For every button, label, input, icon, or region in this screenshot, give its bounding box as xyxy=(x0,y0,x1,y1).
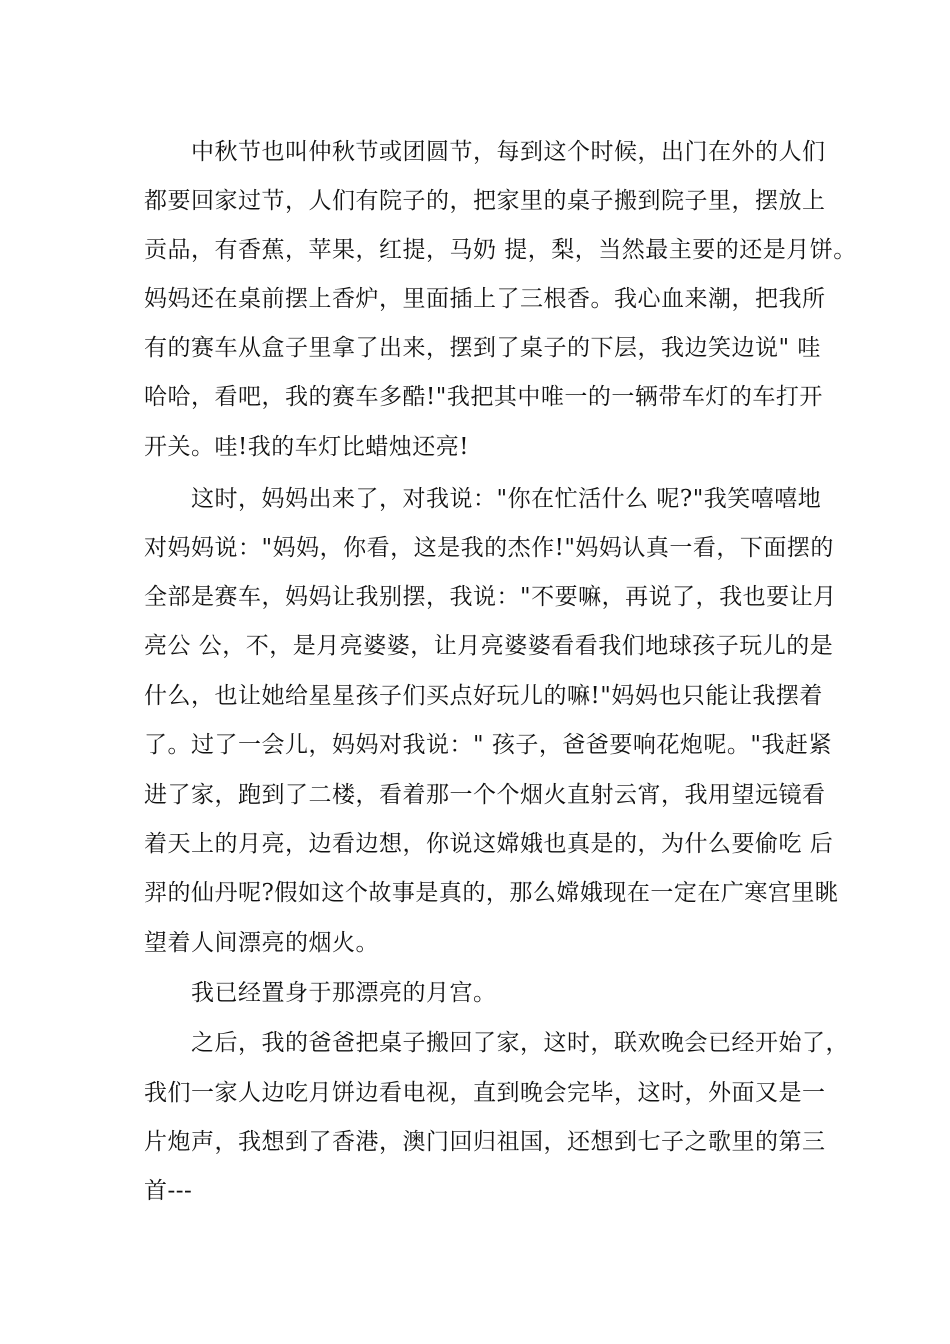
text-line: 亮公 公，不，是月亮婆婆，让月亮婆婆看看我们地球孩子玩儿的是 xyxy=(144,633,834,659)
text-line: 羿的仙丹呢?假如这个故事是真的，那么嫦娥现在一定在广寒宫里眺 xyxy=(144,880,839,906)
text-line: 开关。哇!我的车灯比蜡烛还亮! xyxy=(144,434,469,460)
text-line: 中秋节也叫仲秋节或团圆节，每到这个时候，出门在外的人们 xyxy=(144,139,826,165)
text-line: 这时，妈妈出来了，对我说："你在忙活什么 呢?"我笑嘻嘻地 xyxy=(144,486,822,512)
text-line: 望着人间漂亮的烟火。 xyxy=(144,930,379,956)
text-line: 什么，也让她给星星孩子们买点好玩儿的嘛!"妈妈也只能让我摆着 xyxy=(144,683,823,709)
text-line: 了。过了一会儿，妈妈对我说：" 孩子，爸爸要响花炮呢。"我赶紧 xyxy=(144,732,832,758)
text-line: 哈哈，看吧，我的赛车多酷!"我把其中唯一的一辆带车灯的车打开 xyxy=(144,384,823,410)
text-line: 对妈妈说："妈妈，你看，这是我的杰作!"妈妈认真一看，下面摆的 xyxy=(144,535,834,561)
text-line: 之后，我的爸爸把桌子搬回了家，这时，联欢晚会已经开始了， xyxy=(144,1030,849,1056)
text-line: 首--- xyxy=(144,1178,193,1204)
text-line: 有的赛车从盒子里拿了出来，摆到了桌子的下层，我边笑边说" 哇 xyxy=(144,335,821,361)
text-line: 全部是赛车，妈妈让我别摆，我说："不要嘛，再说了，我也要让月 xyxy=(144,584,837,610)
text-line: 片炮声，我想到了香港，澳门回归祖国，还想到七子之歌里的第三 xyxy=(144,1129,826,1155)
text-line: 着天上的月亮，边看边想，你说这嫦娥也真是的，为什么要偷吃 后 xyxy=(144,831,834,857)
text-line: 我已经置身于那漂亮的月宫。 xyxy=(144,980,497,1006)
text-line: 我们一家人边吃月饼边看电视，直到晚会完毕，这时，外面又是一 xyxy=(144,1080,826,1106)
text-line: 都要回家过节，人们有院子的，把家里的桌子搬到院子里，摆放上 xyxy=(144,188,826,214)
text-line: 贡品，有香蕉，苹果，红提，马奶 提，梨，当然最主要的还是月饼。 xyxy=(144,237,857,263)
text-line: 进了家，跑到了二楼，看着那一个个烟火直射云宵，我用望远镜看 xyxy=(144,782,826,808)
text-line: 妈妈还在桌前摆上香炉，里面插上了三根香。我心血来潮，把我所 xyxy=(144,286,826,312)
